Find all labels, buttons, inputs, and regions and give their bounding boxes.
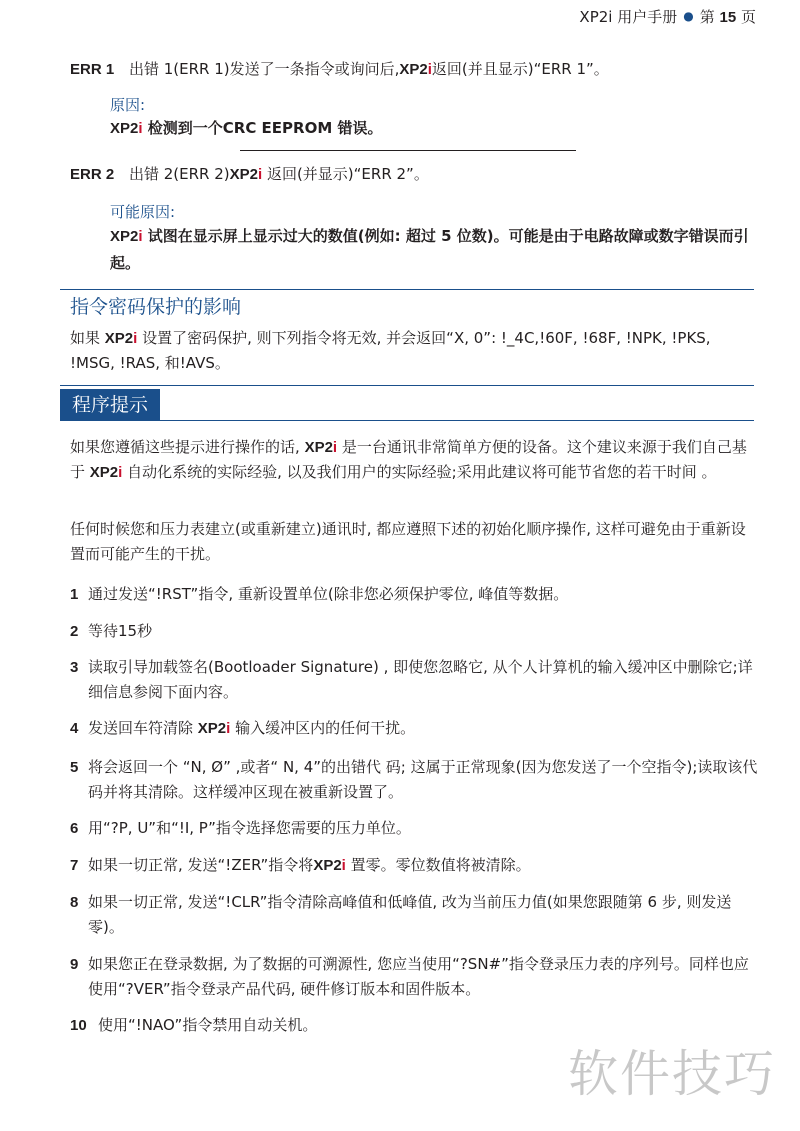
err1-text-a: 出错 1(ERR 1)发送了一条指令或询问后, [128, 60, 400, 78]
list-item: 9 如果您正在登录数据, 为了数据的可溯源性, 您应当使用“?SN#”指令登录压力表的序列号。同样也应使用“?VER”指令登录产品代码, 硬件修订版本和固件版本。 [70, 955, 749, 998]
err1-text-b: 返回(并且显示)“ERR 1”。 [431, 60, 609, 78]
err1-cause-text: XP2i 检测到一个CRC EEPROM 错误。 [110, 119, 383, 137]
brand-name: XP2i [229, 166, 263, 183]
brand-name: XP2i [104, 330, 138, 347]
tips-paragraph-1: 如果您遵循这些提示进行操作的话, XP2i 是一台通讯非常简单方便的设备。这个建议来源于我们自己基于 XP2i 自动化系统的实际经验, 以及我们用户的实际经验;采用此建议将可能节省您的若干时间 。 [70, 438, 747, 481]
list-item: 5 将会返回一个 “N, Ø” ,或者“ N, 4”的出错代 码; 这属于正常现象(因为您发送了一个空指令);读取该代码并将其清除。这样缓冲区现在被重新设置了。 [70, 758, 758, 801]
password-paragraph: 如果 XP2i 设置了密码保护, 则下列指令将无效, 并会返回“X, 0”: !_4C,!60F, !68F, !NPK, !PKS, !MSG, !RAS, 和!AVS。 [70, 329, 711, 372]
section-rule [160, 420, 754, 421]
list-item: 10 使用“!NAO”指令禁用自动关机。 [70, 1016, 318, 1034]
tips-paragraph-2: 任何时候您和压力表建立(或重新建立)通讯时, 都应遵照下述的初始化顺序操作, 这样可避免由于重新设置而可能产生的干扰。 [70, 520, 746, 563]
page-header [579, 6, 756, 27]
manual-title: XP2i 用户手册 [579, 8, 678, 26]
err2-cause-label: 可能原因: [110, 203, 176, 221]
err2-cause-text: XP2i 试图在显示屏上显示过大的数值(例如: 超过 5 位数)。可能是由于电路故障或数字错误而引起。 [110, 227, 749, 272]
watermark: 软件技巧 [568, 1045, 776, 1103]
err2-text-a: 出错 2(ERR 2) [128, 165, 230, 183]
section-title-tips: 程序提示 [60, 389, 160, 421]
brand-name: XP2i [197, 720, 231, 737]
page-prefix: 第 [699, 8, 715, 26]
page-number: 15 [719, 9, 737, 26]
list-item: 1 通过发送“!RST”指令, 重新设置单位(除非您必须保护零位, 峰值等数据。 [70, 585, 569, 603]
page-suffix: 页 [740, 8, 756, 26]
brand-name: XP2i [313, 857, 346, 874]
bullet-icon: ● [683, 9, 694, 23]
list-item: 8 如果一切正常, 发送“!CLR”指令清除高峰值和低峰值, 改为当前压力值(如果您跟随第 6 步, 则发送零)。 [70, 893, 732, 936]
err1-line [70, 58, 609, 79]
err2-text-b: 返回(并显示)“ERR 2”。 [266, 165, 429, 183]
list-item: 6 用“?P, U”和“!I, P”指令选择您需要的压力单位。 [70, 819, 411, 837]
err1-cause-label: 原因: [110, 96, 146, 114]
brand-name: XP2i [304, 439, 338, 456]
err2-line [70, 163, 429, 184]
list-item: 2 等待15秒 [70, 622, 153, 640]
err1-code: ERR 1 [70, 61, 115, 78]
list-item: 3 读取引导加载签名(Bootloader Signature) , 即使您忽略它, 从个人计算机的输入缓冲区中删除它;详细信息参阅下面内容。 [70, 658, 753, 701]
brand-name: XP2i [110, 228, 143, 245]
brand-name: XP2i [110, 120, 143, 137]
list-item: 7 如果一切正常, 发送“!ZER”指令将XP2i 置零。零位数值将被清除。 [70, 856, 531, 874]
separator [240, 150, 576, 151]
brand-name: XP2i [89, 464, 123, 481]
section-title-password: 指令密码保护的影响 [70, 296, 242, 318]
section-rule [60, 385, 754, 386]
list-item: 4 发送回车符清除 XP2i 输入缓冲区内的任何干扰。 [70, 719, 416, 737]
brand-name: XP2i [399, 61, 432, 78]
err2-code: ERR 2 [70, 166, 115, 183]
section-rule [60, 289, 754, 290]
